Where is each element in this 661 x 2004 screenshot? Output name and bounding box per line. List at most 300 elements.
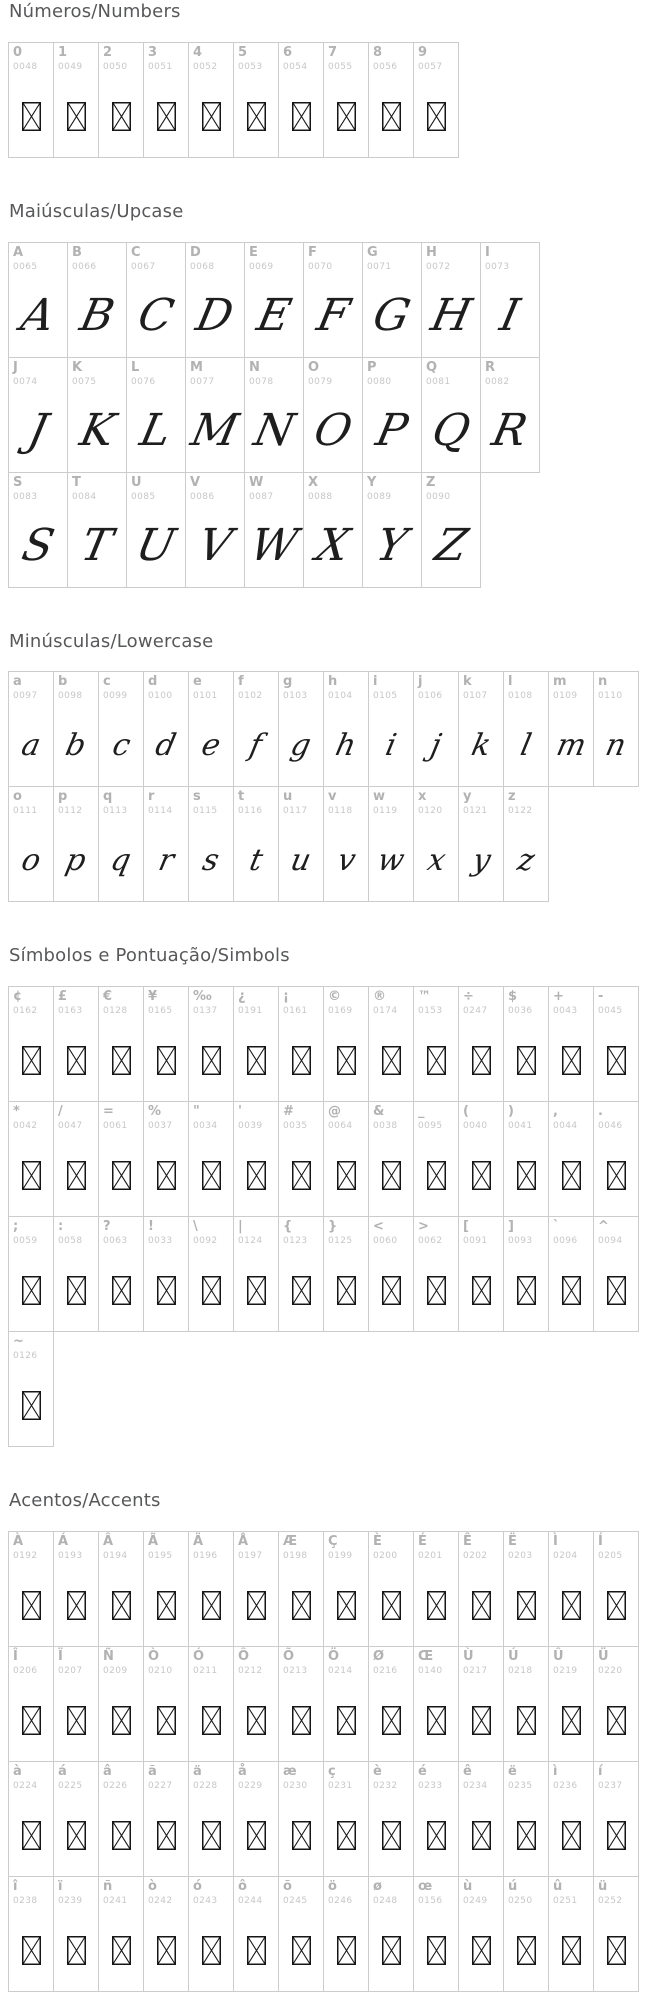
missing-glyph-icon bbox=[292, 1706, 311, 1735]
glyph-preview-area bbox=[304, 276, 362, 357]
glyph-preview-area bbox=[54, 1135, 98, 1216]
glyph-preview-area bbox=[9, 820, 53, 901]
glyph-cell bbox=[98, 671, 144, 787]
glyph-char-label: 2 bbox=[103, 44, 113, 60]
glyph-cell bbox=[368, 1101, 414, 1217]
glyph-cell bbox=[548, 671, 594, 787]
glyph-char-label: T bbox=[72, 474, 81, 490]
glyph-code-label: 0207 bbox=[58, 1665, 83, 1676]
glyph-code-label: 0242 bbox=[148, 1895, 173, 1906]
glyph-preview-area bbox=[279, 705, 323, 786]
glyph-char-label: 0 bbox=[13, 44, 23, 60]
missing-glyph-icon bbox=[292, 102, 311, 131]
missing-glyph-icon bbox=[202, 1046, 221, 1075]
missing-glyph-icon bbox=[202, 1821, 221, 1850]
missing-glyph-icon bbox=[562, 1936, 581, 1965]
glyph-char-label: œ bbox=[418, 1878, 433, 1894]
missing-glyph-icon bbox=[382, 102, 401, 131]
glyph-row bbox=[8, 1331, 661, 1447]
glyph-code-label: 0034 bbox=[193, 1121, 218, 1132]
glyph-cell bbox=[278, 1646, 324, 1762]
glyph-char-label: y bbox=[463, 789, 472, 805]
missing-glyph-icon bbox=[67, 1591, 86, 1620]
glyph-cell bbox=[98, 786, 144, 902]
glyph-preview-area bbox=[144, 1020, 188, 1101]
glyph-code-label: 0089 bbox=[367, 491, 392, 502]
glyph-code-label: 0250 bbox=[508, 1895, 533, 1906]
script-glyph: d bbox=[152, 727, 180, 763]
section-lowercase bbox=[8, 632, 661, 903]
glyph-char-label: 3 bbox=[148, 44, 158, 60]
glyph-preview-area bbox=[594, 1135, 638, 1216]
glyph-preview-area bbox=[9, 1910, 53, 1991]
glyph-code-label: 0231 bbox=[328, 1780, 353, 1791]
glyph-preview-area bbox=[144, 1910, 188, 1991]
glyph-code-label: 0169 bbox=[328, 1006, 353, 1017]
missing-glyph-icon bbox=[157, 1706, 176, 1735]
glyph-code-label: 0074 bbox=[13, 376, 38, 387]
glyph-preview-area bbox=[9, 506, 67, 587]
glyph-preview-area bbox=[414, 76, 458, 157]
script-glyph: j bbox=[427, 727, 445, 763]
glyph-preview-area bbox=[279, 1565, 323, 1646]
glyph-char-label: _ bbox=[418, 1104, 425, 1120]
glyph-char-label: u bbox=[283, 789, 293, 805]
glyph-cell bbox=[188, 1101, 234, 1217]
glyph-char-label: z bbox=[508, 789, 516, 805]
missing-glyph-icon bbox=[517, 1276, 536, 1305]
glyph-code-label: 0236 bbox=[553, 1780, 578, 1791]
glyph-cell bbox=[126, 242, 186, 358]
glyph-code-label: 0111 bbox=[13, 806, 38, 817]
glyph-preview-area bbox=[9, 1135, 53, 1216]
glyph-code-label: 0063 bbox=[103, 1236, 128, 1247]
glyph-preview-area bbox=[369, 1135, 413, 1216]
glyph-preview-area bbox=[189, 1565, 233, 1646]
glyph-cell bbox=[8, 1331, 54, 1447]
script-glyph: M bbox=[187, 405, 244, 457]
glyph-cell bbox=[413, 1646, 459, 1762]
glyph-char-label: f bbox=[238, 674, 244, 690]
glyph-row bbox=[8, 1646, 661, 1762]
glyph-code-label: 0252 bbox=[598, 1895, 623, 1906]
glyph-code-label: 0137 bbox=[193, 1006, 218, 1017]
glyph-preview-area bbox=[99, 1565, 143, 1646]
glyph-code-label: 0120 bbox=[418, 806, 443, 817]
missing-glyph-icon bbox=[112, 1161, 131, 1190]
glyph-cell bbox=[126, 472, 186, 588]
glyph-code-label: 0230 bbox=[283, 1780, 308, 1791]
glyph-row bbox=[8, 1876, 661, 1992]
glyph-char-label: t bbox=[238, 789, 245, 805]
missing-glyph-icon bbox=[382, 1936, 401, 1965]
script-glyph: V bbox=[193, 520, 237, 572]
glyph-preview-area bbox=[234, 1910, 278, 1991]
glyph-preview-area bbox=[234, 820, 278, 901]
glyph-code-label: 0079 bbox=[308, 376, 333, 387]
glyph-cell bbox=[413, 1761, 459, 1877]
glyph-code-label: 0125 bbox=[328, 1236, 353, 1247]
glyph-code-label: 0206 bbox=[13, 1665, 38, 1676]
glyph-code-label: 0203 bbox=[508, 1550, 533, 1561]
glyph-cell bbox=[323, 1216, 369, 1332]
glyph-cell bbox=[233, 1216, 279, 1332]
glyph-preview-area bbox=[549, 1910, 593, 1991]
glyph-cell bbox=[278, 986, 324, 1102]
script-glyph: I bbox=[495, 290, 525, 342]
glyph-code-label: 0237 bbox=[598, 1780, 623, 1791]
glyph-char-label: x bbox=[418, 789, 427, 805]
glyph-code-label: 0163 bbox=[58, 1006, 83, 1017]
glyph-code-label: 0047 bbox=[58, 1121, 83, 1132]
glyph-cell bbox=[458, 1761, 504, 1877]
glyph-code-label: 0058 bbox=[58, 1236, 83, 1247]
glyph-char-label: É bbox=[418, 1533, 427, 1549]
glyph-cell bbox=[143, 1876, 189, 1992]
script-glyph: B bbox=[75, 290, 119, 342]
glyph-preview-area bbox=[54, 705, 98, 786]
glyph-code-label: 0211 bbox=[193, 1665, 218, 1676]
glyph-char-label: 8 bbox=[373, 44, 383, 60]
glyph-cell bbox=[323, 986, 369, 1102]
glyph-code-label: 0246 bbox=[328, 1895, 353, 1906]
missing-glyph-icon bbox=[517, 1591, 536, 1620]
missing-glyph-icon bbox=[112, 1706, 131, 1735]
glyph-char-label: æ bbox=[283, 1763, 297, 1779]
missing-glyph-icon bbox=[112, 1276, 131, 1305]
glyph-preview-area bbox=[481, 391, 539, 472]
glyph-cell bbox=[53, 1101, 99, 1217]
glyph-char-label: a bbox=[13, 674, 22, 690]
glyph-preview-area bbox=[279, 1020, 323, 1101]
glyph-cell bbox=[143, 1531, 189, 1647]
glyph-char-label: Œ bbox=[418, 1648, 434, 1664]
glyph-code-label: 0092 bbox=[193, 1236, 218, 1247]
glyph-preview-area bbox=[504, 820, 548, 901]
glyph-cell bbox=[368, 671, 414, 787]
glyph-preview-area bbox=[189, 1135, 233, 1216]
glyph-char-label: Ë bbox=[508, 1533, 517, 1549]
section-title: Acentos/Accents bbox=[9, 1490, 161, 1512]
missing-glyph-icon bbox=[292, 1591, 311, 1620]
glyph-char-label: ' bbox=[238, 1104, 242, 1120]
glyph-code-label: 0069 bbox=[249, 261, 274, 272]
glyph-cell bbox=[53, 1761, 99, 1877]
glyph-code-label: 0195 bbox=[148, 1550, 173, 1561]
missing-glyph-icon bbox=[427, 1161, 446, 1190]
glyph-char-label: 6 bbox=[283, 44, 293, 60]
glyph-char-label: E bbox=[249, 244, 258, 260]
glyph-cell bbox=[143, 1646, 189, 1762]
missing-glyph-icon bbox=[607, 1821, 626, 1850]
glyph-preview-area bbox=[9, 276, 67, 357]
glyph-char-label: X bbox=[308, 474, 319, 490]
glyph-char-label: j bbox=[418, 674, 423, 690]
glyph-cell bbox=[98, 1646, 144, 1762]
glyph-cell bbox=[323, 1646, 369, 1762]
glyph-preview-area bbox=[99, 1795, 143, 1876]
glyph-char-label: = bbox=[103, 1104, 114, 1120]
glyph-char-label: D bbox=[190, 244, 201, 260]
glyph-char-label: s bbox=[193, 789, 201, 805]
glyph-preview-area bbox=[234, 1250, 278, 1331]
glyph-preview-area bbox=[9, 76, 53, 157]
glyph-char-label: ë bbox=[508, 1763, 517, 1779]
missing-glyph-icon bbox=[472, 1936, 491, 1965]
glyph-cell bbox=[8, 986, 54, 1102]
glyph-code-label: 0241 bbox=[103, 1895, 128, 1906]
missing-glyph-icon bbox=[607, 1161, 626, 1190]
missing-glyph-icon bbox=[382, 1821, 401, 1850]
glyph-code-label: 0067 bbox=[131, 261, 156, 272]
glyph-code-label: 0066 bbox=[72, 261, 97, 272]
section-title: Maiúsculas/Upcase bbox=[9, 200, 184, 222]
script-glyph: c bbox=[108, 727, 134, 763]
missing-glyph-icon bbox=[517, 1936, 536, 1965]
glyph-char-label: õ bbox=[283, 1878, 292, 1894]
glyph-code-label: 0219 bbox=[553, 1665, 578, 1676]
glyph-cell bbox=[67, 357, 127, 473]
glyph-char-label: % bbox=[148, 1104, 162, 1120]
section-title: Números/Numbers bbox=[9, 1, 181, 22]
script-glyph: A bbox=[16, 290, 60, 342]
glyph-preview-area bbox=[54, 76, 98, 157]
glyph-char-label: 4 bbox=[193, 44, 203, 60]
glyph-cell bbox=[362, 472, 422, 588]
glyph-row bbox=[8, 1101, 661, 1217]
missing-glyph-icon bbox=[607, 1936, 626, 1965]
glyph-code-label: 0124 bbox=[238, 1236, 263, 1247]
script-glyph: H bbox=[426, 290, 476, 342]
glyph-code-label: 0119 bbox=[373, 806, 398, 817]
script-glyph: k bbox=[468, 727, 494, 763]
glyph-char-label: ô bbox=[238, 1878, 247, 1894]
glyph-code-label: 0033 bbox=[148, 1236, 173, 1247]
glyph-char-label: Ñ bbox=[103, 1648, 114, 1664]
glyph-preview-area bbox=[459, 1135, 503, 1216]
glyph-cell bbox=[188, 1531, 234, 1647]
glyph-char-label: K bbox=[72, 359, 83, 375]
glyph-preview-area bbox=[414, 1250, 458, 1331]
glyph-preview-area bbox=[414, 820, 458, 901]
glyph-cell bbox=[593, 1876, 639, 1992]
glyph-code-label: 0044 bbox=[553, 1121, 578, 1132]
missing-glyph-icon bbox=[472, 1161, 491, 1190]
glyph-char-label: W bbox=[249, 474, 264, 490]
missing-glyph-icon bbox=[292, 1276, 311, 1305]
glyph-cell bbox=[413, 986, 459, 1102]
missing-glyph-icon bbox=[157, 1936, 176, 1965]
glyph-char-label: * bbox=[13, 1104, 20, 1120]
glyph-preview-area bbox=[459, 1795, 503, 1876]
glyph-code-label: 0191 bbox=[238, 1006, 263, 1017]
glyph-cell bbox=[126, 357, 186, 473]
glyph-code-label: 0108 bbox=[508, 691, 533, 702]
glyph-char-label: Ö bbox=[328, 1648, 340, 1664]
glyph-code-label: 0200 bbox=[373, 1550, 398, 1561]
glyph-cell bbox=[278, 1876, 324, 1992]
glyph-cell bbox=[185, 472, 245, 588]
glyph-preview-area bbox=[549, 705, 593, 786]
glyph-preview-area bbox=[189, 705, 233, 786]
missing-glyph-icon bbox=[607, 1706, 626, 1735]
glyph-preview-area bbox=[189, 1250, 233, 1331]
glyph-cell bbox=[8, 1531, 54, 1647]
script-glyph: e bbox=[198, 727, 224, 763]
glyph-char-label: C bbox=[131, 244, 141, 260]
glyph-code-label: 0248 bbox=[373, 1895, 398, 1906]
missing-glyph-icon bbox=[517, 1161, 536, 1190]
script-glyph: t bbox=[246, 842, 266, 878]
glyph-char-label: ^ bbox=[598, 1219, 609, 1235]
glyph-char-label: & bbox=[373, 1104, 385, 1120]
script-glyph: u bbox=[287, 842, 315, 878]
glyph-code-label: 0068 bbox=[190, 261, 215, 272]
missing-glyph-icon bbox=[247, 1706, 266, 1735]
glyph-code-label: 0214 bbox=[328, 1665, 353, 1676]
glyph-code-label: 0126 bbox=[13, 1351, 38, 1362]
glyph-cell bbox=[503, 1101, 549, 1217]
glyph-code-label: 0128 bbox=[103, 1006, 128, 1017]
glyph-preview-area bbox=[99, 1020, 143, 1101]
script-glyph: o bbox=[18, 842, 44, 878]
glyph-char-label: J bbox=[13, 359, 18, 375]
missing-glyph-icon bbox=[157, 1046, 176, 1075]
glyph-code-label: 0213 bbox=[283, 1665, 308, 1676]
glyph-cell bbox=[368, 1761, 414, 1877]
script-glyph: F bbox=[312, 290, 354, 342]
glyph-code-label: 0078 bbox=[249, 376, 274, 387]
glyph-preview-area bbox=[369, 1565, 413, 1646]
glyph-code-label: 0080 bbox=[367, 376, 392, 387]
script-glyph: p bbox=[62, 842, 90, 878]
glyph-code-label: 0251 bbox=[553, 1895, 578, 1906]
glyph-code-label: 0218 bbox=[508, 1665, 533, 1676]
glyph-preview-area bbox=[127, 391, 185, 472]
missing-glyph-icon bbox=[157, 1821, 176, 1850]
glyph-preview-area bbox=[99, 705, 143, 786]
missing-glyph-icon bbox=[382, 1706, 401, 1735]
glyph-cell bbox=[278, 671, 324, 787]
missing-glyph-icon bbox=[472, 1706, 491, 1735]
glyph-code-label: 0232 bbox=[373, 1780, 398, 1791]
glyph-preview-area bbox=[549, 1020, 593, 1101]
glyph-char-label: € bbox=[103, 989, 113, 1005]
glyph-code-label: 0239 bbox=[58, 1895, 83, 1906]
glyph-cell bbox=[233, 1876, 279, 1992]
glyph-char-label: ø bbox=[373, 1878, 382, 1894]
glyph-preview-area bbox=[234, 1795, 278, 1876]
glyph-preview-area bbox=[186, 276, 244, 357]
glyph-cell bbox=[413, 1101, 459, 1217]
glyph-code-label: 0226 bbox=[103, 1780, 128, 1791]
glyph-cell bbox=[323, 1101, 369, 1217]
glyph-preview-area bbox=[324, 76, 368, 157]
glyph-code-label: 0064 bbox=[328, 1121, 353, 1132]
glyph-preview-area bbox=[594, 1565, 638, 1646]
glyph-char-label: é bbox=[418, 1763, 427, 1779]
glyph-cell bbox=[8, 1761, 54, 1877]
glyph-char-label: Ç bbox=[328, 1533, 338, 1549]
glyph-code-label: 0041 bbox=[508, 1121, 533, 1132]
glyph-preview-area bbox=[459, 820, 503, 901]
glyph-code-label: 0082 bbox=[485, 376, 510, 387]
glyph-code-label: 0060 bbox=[373, 1236, 398, 1247]
glyph-code-label: 0204 bbox=[553, 1550, 578, 1561]
glyph-cell bbox=[368, 1876, 414, 1992]
glyph-grid bbox=[8, 42, 661, 158]
glyph-preview-area bbox=[279, 1135, 323, 1216]
glyph-preview-area bbox=[324, 1135, 368, 1216]
glyph-preview-area bbox=[234, 76, 278, 157]
glyph-preview-area bbox=[504, 1910, 548, 1991]
glyph-preview-area bbox=[99, 1910, 143, 1991]
glyph-row bbox=[8, 671, 661, 787]
glyph-code-label: 0102 bbox=[238, 691, 263, 702]
script-glyph: n bbox=[602, 727, 630, 763]
glyph-code-label: 0117 bbox=[283, 806, 308, 817]
glyph-char-label: L bbox=[131, 359, 140, 375]
glyph-char-label: Ã bbox=[148, 1533, 159, 1549]
glyph-cell bbox=[593, 1216, 639, 1332]
missing-glyph-icon bbox=[562, 1821, 581, 1850]
script-glyph: l bbox=[517, 727, 535, 763]
glyph-preview-area bbox=[594, 1250, 638, 1331]
glyph-cell bbox=[188, 1876, 234, 1992]
glyph-char-label: # bbox=[283, 1104, 294, 1120]
glyph-char-label: £ bbox=[58, 989, 68, 1005]
glyph-cell bbox=[143, 1761, 189, 1877]
glyph-char-label: ä bbox=[193, 1763, 202, 1779]
glyph-code-label: 0198 bbox=[283, 1550, 308, 1561]
glyph-preview-area bbox=[422, 391, 480, 472]
glyph-char-label: Ê bbox=[463, 1533, 472, 1549]
glyph-char-label: Ú bbox=[508, 1648, 519, 1664]
script-glyph: S bbox=[17, 520, 59, 572]
missing-glyph-icon bbox=[427, 1706, 446, 1735]
glyph-preview-area bbox=[245, 276, 303, 357]
glyph-char-label: ‰ bbox=[193, 989, 212, 1005]
glyph-cell bbox=[593, 671, 639, 787]
glyph-code-label: 0209 bbox=[103, 1665, 128, 1676]
glyph-code-label: 0103 bbox=[283, 691, 308, 702]
glyph-preview-area bbox=[234, 1020, 278, 1101]
glyph-preview-area bbox=[504, 1250, 548, 1331]
glyph-cell bbox=[98, 42, 144, 158]
glyph-code-label: 0140 bbox=[418, 1665, 443, 1676]
missing-glyph-icon bbox=[67, 102, 86, 131]
glyph-preview-area bbox=[245, 391, 303, 472]
script-glyph: O bbox=[309, 405, 357, 457]
missing-glyph-icon bbox=[382, 1161, 401, 1190]
script-glyph: U bbox=[132, 520, 181, 572]
glyph-cell bbox=[480, 242, 540, 358]
glyph-char-label: { bbox=[283, 1219, 293, 1235]
glyph-preview-area bbox=[54, 1565, 98, 1646]
glyph-code-label: 0052 bbox=[193, 61, 218, 72]
missing-glyph-icon bbox=[202, 1276, 221, 1305]
missing-glyph-icon bbox=[472, 1821, 491, 1850]
missing-glyph-icon bbox=[157, 1276, 176, 1305]
glyph-row bbox=[8, 986, 661, 1102]
glyph-preview-area bbox=[459, 1565, 503, 1646]
glyph-preview-area bbox=[594, 705, 638, 786]
glyph-preview-area bbox=[54, 1250, 98, 1331]
glyph-cell bbox=[278, 1761, 324, 1877]
glyph-char-label: < bbox=[373, 1219, 384, 1235]
glyph-char-label: ê bbox=[463, 1763, 472, 1779]
glyph-code-label: 0091 bbox=[463, 1236, 488, 1247]
